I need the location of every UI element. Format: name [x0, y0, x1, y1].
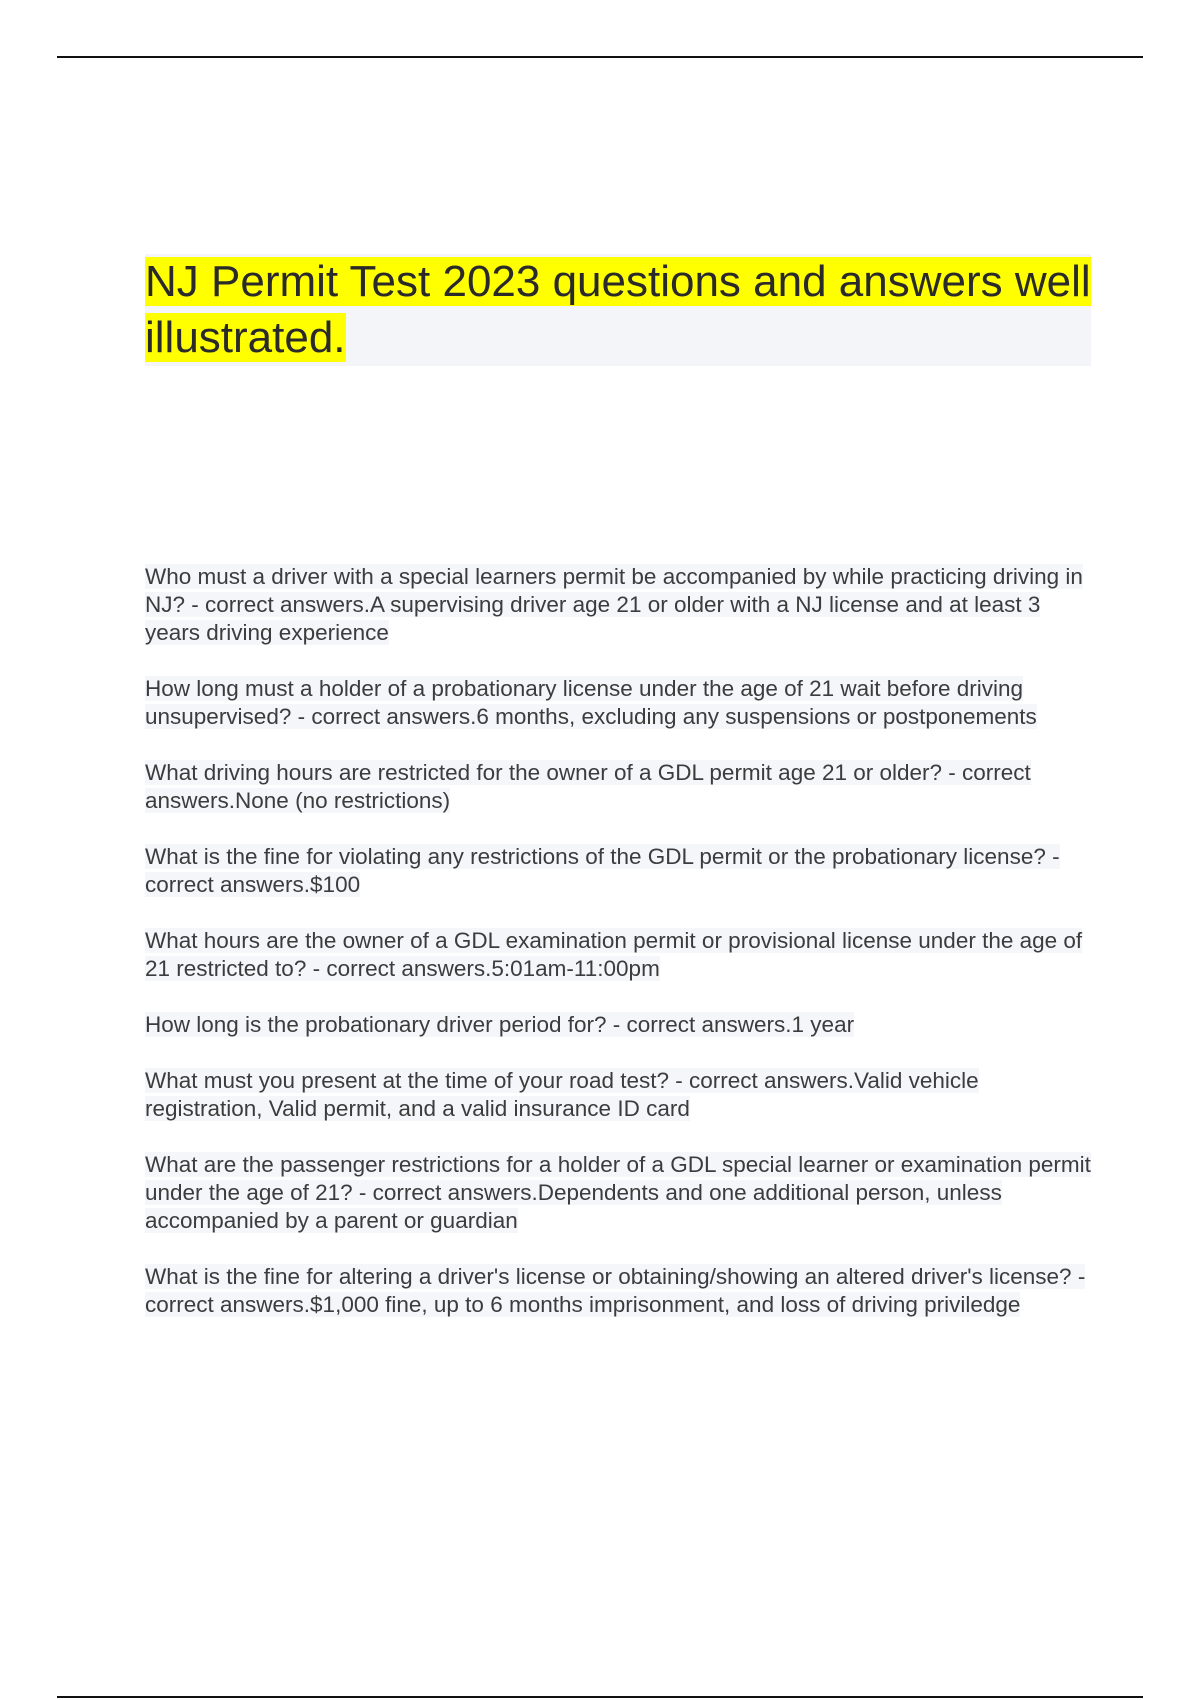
qa-item: What is the fine for violating any restrictions of the GDL permit or the probationary license? - correct answers.$100 [145, 844, 1060, 897]
qa-item: What must you present at the time of your road test? - correct answers.Valid vehicle registration, Valid permit, and a valid insurance ID card [145, 1068, 979, 1121]
qa-item: What driving hours are restricted for the owner of a GDL permit age 21 or older? - correct answers.None (no restrictions) [145, 760, 1031, 813]
document-title [145, 254, 1091, 366]
qa-item: What is the fine for altering a driver's license or obtaining/showing an altered driver's license? - correct answers.$1,000 fine, up to 6 months imprisonment, and loss of driving priviledge [145, 1264, 1086, 1317]
qa-item: How long is the probationary driver period for? - correct answers.1 year [145, 1012, 855, 1037]
title-block [145, 254, 1091, 366]
qa-item: Who must a driver with a special learners permit be accompanied by while practicing driving in NJ? - correct answers.A supervising driver age 21 or older with a NJ license and at least 3 years driving experience [145, 564, 1083, 645]
top-rule [57, 56, 1143, 58]
qa-item: What are the passenger restrictions for a holder of a GDL special learner or examination permit under the age of 21? - correct answers.Dependents and one additional person, unless accompanied by a parent or guardian [145, 1152, 1091, 1233]
qa-item: What hours are the owner of a GDL examination permit or provisional license under the age of 21 restricted to? - correct answers.5:01am-11:00pm [145, 928, 1083, 981]
bottom-rule [57, 1696, 1143, 1698]
title-highlight: NJ Permit Test 2023 questions and answers well illustrated. [145, 257, 1091, 362]
qa-item: How long must a holder of a probationary license under the age of 21 wait before driving unsupervised? - correct answers.6 months, excluding any suspensions or postponements [145, 676, 1037, 729]
qa-list [145, 563, 1095, 1347]
